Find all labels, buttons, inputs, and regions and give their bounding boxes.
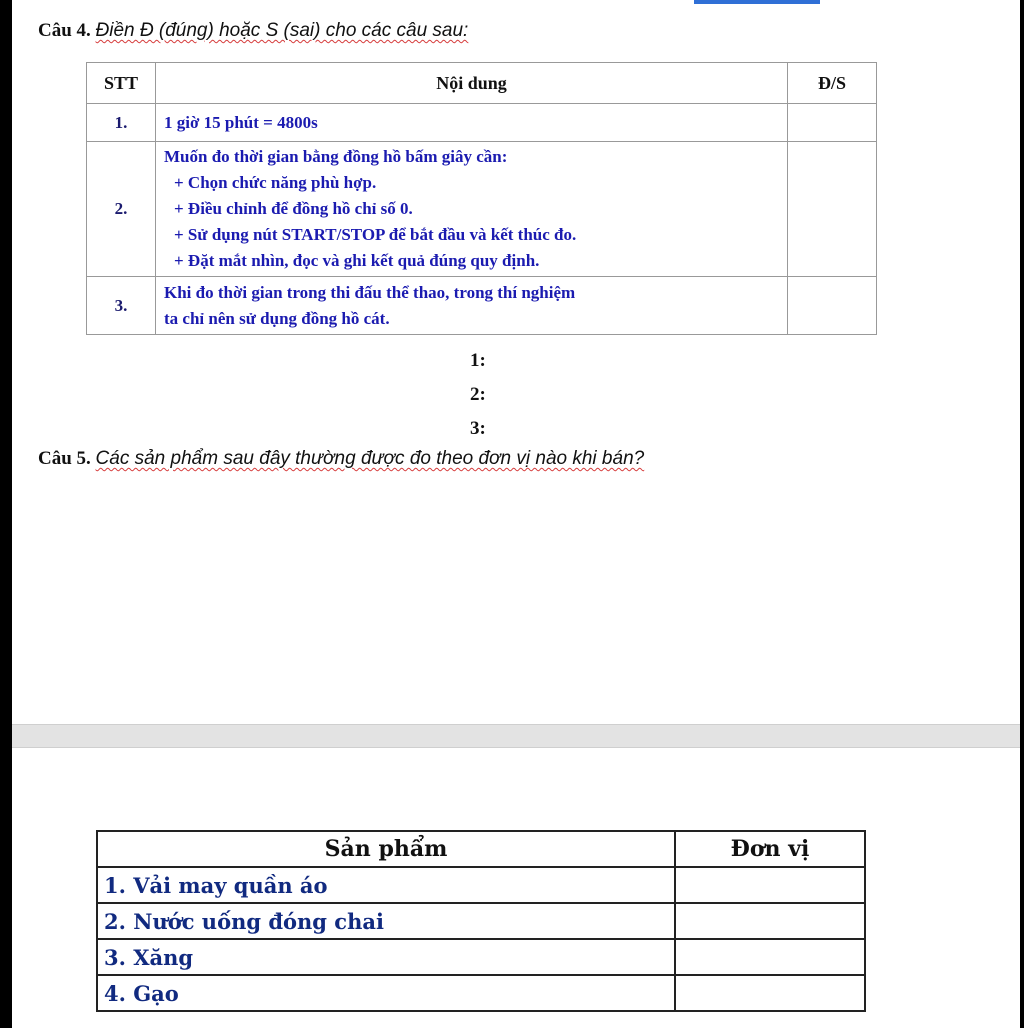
table-row — [97, 975, 865, 1011]
answer-list — [470, 344, 486, 446]
content-line: 1 giờ 15 phút = 4800s — [164, 112, 318, 132]
table-row — [87, 104, 877, 142]
content-line: ta chỉ nên sử dụng đồng hồ cát. — [164, 308, 390, 328]
unit-cell[interactable] — [675, 903, 865, 939]
product-name: 2. Nước uống đóng chai — [97, 903, 675, 939]
question-5-text: Các sản phẩm sau đây thường được đo theo đơn vị nào khi bán? — [95, 448, 645, 469]
answer-cell[interactable] — [788, 277, 877, 335]
page-top-indicator — [694, 0, 820, 4]
products-table — [96, 830, 866, 1012]
header-unit: Đơn vị — [675, 831, 865, 867]
answer-3-label: 3: — [470, 418, 486, 439]
header-content: Nội dung — [156, 63, 788, 104]
product-name: 1. Vải may quần áo — [97, 867, 675, 903]
content-line: + Điều chỉnh để đồng hồ chỉ số 0. — [174, 199, 413, 218]
true-false-table — [86, 62, 877, 335]
product-name: 3. Xăng — [97, 939, 675, 975]
unit-cell[interactable] — [675, 975, 865, 1011]
table-row — [97, 939, 865, 975]
question-5-label: Câu 5. — [38, 448, 91, 469]
header-ds: Đ/S — [788, 63, 877, 104]
table-header-row — [87, 63, 877, 104]
row-number: 1. — [87, 104, 156, 142]
answer-1-label: 1: — [470, 350, 486, 371]
content-line: Khi đo thời gian trong thi đấu thể thao, trong thí nghiệm — [164, 282, 576, 302]
table-row — [87, 277, 877, 335]
answer-cell[interactable] — [788, 104, 877, 142]
product-name: 4. Gạo — [97, 975, 675, 1011]
content-line: + Đặt mắt nhìn, đọc và ghi kết quả đúng quy định. — [174, 251, 540, 270]
header-stt: STT — [87, 63, 156, 104]
row-number: 2. — [87, 142, 156, 277]
table-row — [97, 903, 865, 939]
row-content — [156, 142, 788, 277]
row-number: 3. — [87, 277, 156, 335]
question-4-text: Điền Đ (đúng) hoặc S (sai) cho các câu sau: — [95, 20, 469, 41]
unit-cell[interactable] — [675, 939, 865, 975]
answer-2-label: 2: — [470, 384, 486, 405]
content-line: Muốn đo thời gian bằng đồng hồ bấm giây cần: — [164, 147, 508, 166]
row-content — [156, 277, 788, 335]
question-4-label: Câu 4. — [38, 20, 91, 41]
table-row — [87, 142, 877, 277]
unit-cell[interactable] — [675, 867, 865, 903]
row-content — [156, 104, 788, 142]
answer-cell[interactable] — [788, 142, 877, 277]
question-4-heading — [38, 20, 468, 42]
document-page — [12, 0, 1020, 1028]
question-5-heading — [38, 448, 644, 470]
page-divider — [12, 724, 1020, 748]
header-product: Sản phẩm — [97, 831, 675, 867]
table-row — [97, 867, 865, 903]
table-header-row — [97, 831, 865, 867]
content-line: + Chọn chức năng phù hợp. — [174, 173, 377, 192]
content-line: + Sử dụng nút START/STOP để bắt đầu và kết thúc đo. — [174, 225, 577, 244]
